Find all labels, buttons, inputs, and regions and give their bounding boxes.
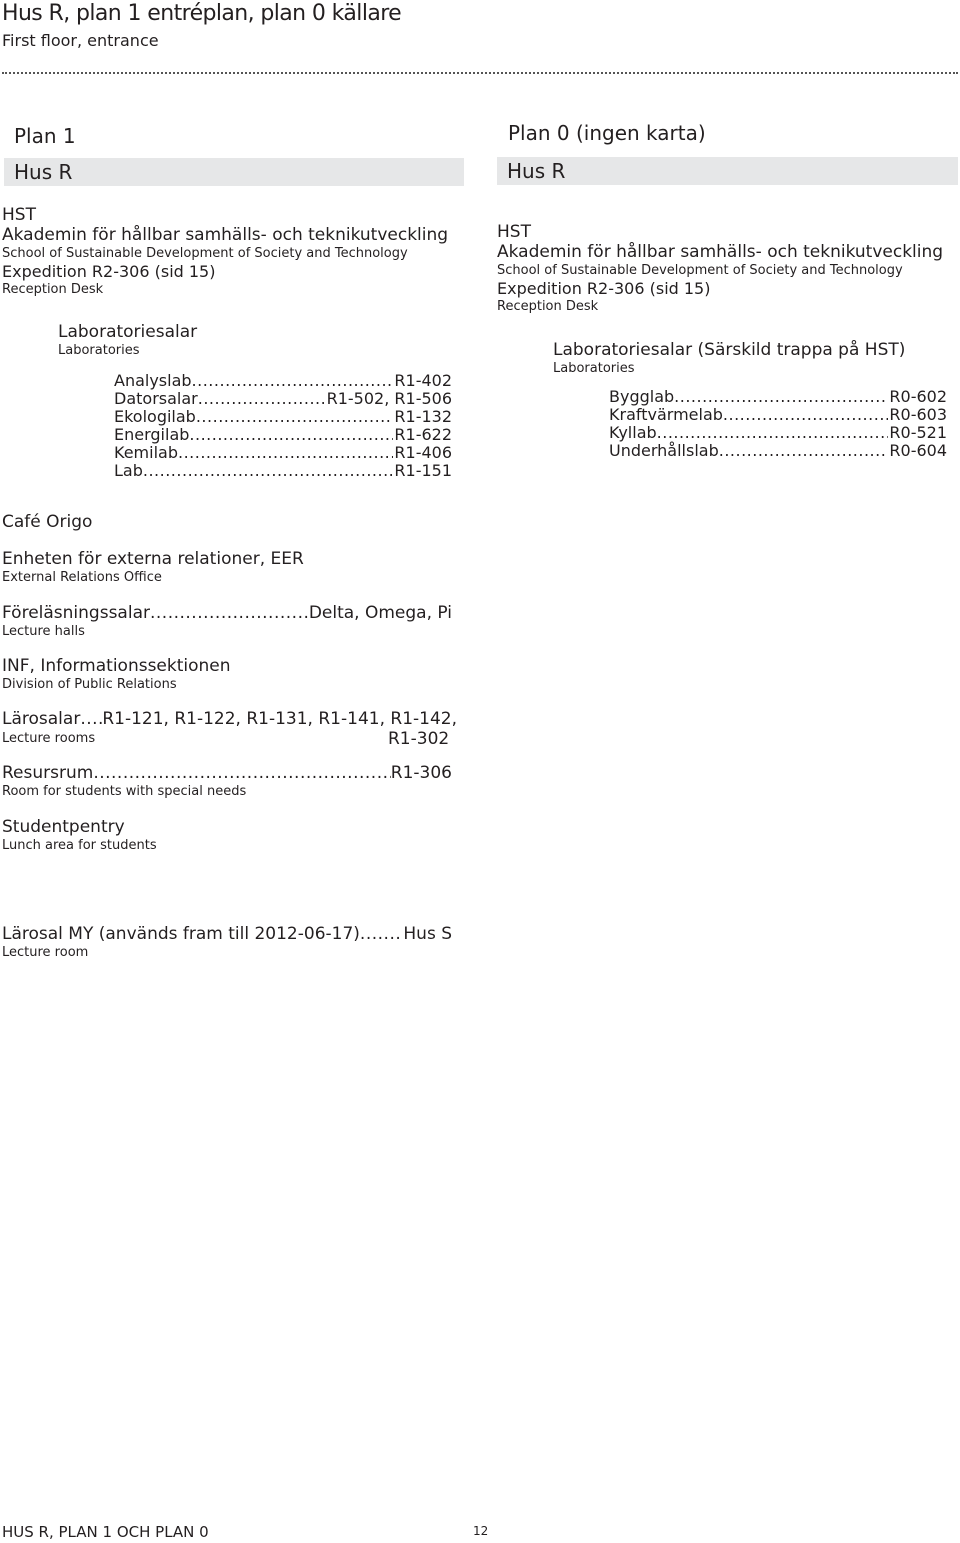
list-item (114, 408, 452, 426)
list-item (609, 424, 947, 442)
larosal-my-location: Hus S (403, 924, 452, 944)
list-item (114, 444, 452, 462)
labs-heading-sv: Laboratoriesalar (Särskild trappa på HST) (553, 340, 906, 360)
lecture-halls-en: Lecture halls (2, 624, 85, 639)
hst-code: HST (2, 205, 36, 225)
hst-reception: Reception Desk (497, 299, 599, 314)
lab-name: Datorsalar (114, 389, 198, 408)
inf-sv: INF, Informationssektionen (2, 656, 231, 676)
page-number: 12 (473, 1524, 489, 1538)
cafe-origo (2, 512, 92, 532)
list-item (114, 390, 452, 408)
studentpentry-entry (2, 817, 157, 855)
lab-room: R0-603 (889, 405, 947, 424)
lab-name: Bygglab (609, 387, 675, 406)
lab-name: Kyllab (609, 423, 657, 442)
lab-room: R1-406 (394, 443, 452, 462)
lecture-rooms-entry (2, 709, 457, 749)
labs-list-left (114, 372, 452, 480)
lab-name: Energilab (114, 425, 190, 444)
lecture-halls-rooms: Delta, Omega, Pi (308, 603, 452, 623)
inf-entry (2, 656, 231, 694)
hst-name-en: School of Sustainable Development of Society and Technology (2, 246, 408, 261)
lecture-halls-sv: Föreläsningssalar (2, 603, 150, 623)
hst-block-right (497, 222, 943, 315)
hst-name-en: School of Sustainable Development of Society and Technology (497, 263, 903, 278)
list-item (114, 372, 452, 390)
lecture-halls-entry (2, 603, 452, 641)
hus-r-label-right: Hus R (507, 159, 566, 183)
hus-r-label-left: Hus R (14, 160, 73, 184)
labs-heading-en: Laboratories (58, 343, 140, 358)
lab-room: R1-151 (394, 461, 452, 480)
hst-expedition: Expedition R2-306 (sid 15) (497, 279, 711, 298)
lab-name: Kraftvärmelab (609, 405, 723, 424)
lab-room: R1-132 (394, 407, 452, 426)
labs-heading-en: Laboratories (553, 361, 635, 376)
inf-en: Division of Public Relations (2, 677, 177, 692)
hus-r-bar-left (4, 158, 464, 186)
labs-heading-sv: Laboratoriesalar (58, 322, 198, 342)
plan-0-heading: Plan 0 (ingen karta) (508, 121, 706, 145)
resursrum-sv: Resursrum (2, 763, 94, 783)
lab-room: R1-402 (394, 371, 452, 390)
lab-name: Analyslab (114, 371, 192, 390)
hst-reception: Reception Desk (2, 282, 104, 297)
cafe-name: Café Origo (2, 512, 93, 532)
eer-en: External Relations Office (2, 570, 162, 585)
lecture-rooms-list-2: R1-302 (388, 729, 450, 749)
lecture-rooms-list: R1-121, R1-122, R1-131, R1-141, R1-142, (102, 709, 457, 729)
footer-label: HUS R, PLAN 1 OCH PLAN 0 (2, 1523, 209, 1541)
dotted-divider (2, 72, 958, 74)
plan-1-heading: Plan 1 (14, 124, 76, 148)
hst-code: HST (497, 222, 531, 242)
lab-name: Underhållslab (609, 441, 719, 460)
resursrum-entry (2, 763, 452, 801)
list-item (114, 426, 452, 444)
lecture-rooms-en: Lecture rooms (2, 731, 96, 746)
resursrum-en: Room for students with special needs (2, 784, 247, 799)
hus-r-bar-right (497, 157, 958, 185)
lab-room: R0-521 (889, 423, 947, 442)
list-item (609, 442, 947, 460)
eer-sv: Enheten för externa relationer, EER (2, 549, 304, 569)
list-item (114, 462, 452, 480)
larosal-my-sv: Lärosal MY (används fram till 2012-06-17) (2, 924, 360, 944)
hst-expedition: Expedition R2-306 (sid 15) (2, 262, 216, 281)
resursrum-room: R1-306 (390, 763, 452, 783)
lab-name: Lab (114, 461, 143, 480)
studentpentry-en: Lunch area for students (2, 838, 157, 853)
list-item (609, 388, 947, 406)
page-subtitle: First floor, entrance (2, 31, 159, 50)
lab-name: Kemilab (114, 443, 178, 462)
lab-room: R0-602 (889, 387, 947, 406)
labs-heading-left (58, 322, 197, 360)
hst-block-left (2, 205, 448, 298)
page-title: Hus R, plan 1 entréplan, plan 0 källare (2, 1, 402, 26)
labs-heading-right (553, 340, 905, 378)
studentpentry-sv: Studentpentry (2, 817, 125, 837)
lab-room: R0-604 (889, 441, 947, 460)
eer-entry (2, 549, 304, 587)
list-item (609, 406, 947, 424)
larosal-my-entry (2, 924, 452, 962)
larosal-my-en: Lecture room (2, 945, 89, 960)
lab-room: R1-622 (394, 425, 452, 444)
hst-name-sv: Akademin för hållbar samhälls- och teknikutveckling (497, 242, 944, 262)
lab-room: R1-502, R1-506 (326, 389, 452, 408)
labs-list-right (609, 388, 947, 460)
lecture-rooms-sv: Lärosalar (2, 709, 81, 729)
hst-name-sv: Akademin för hållbar samhälls- och teknikutveckling (2, 225, 449, 245)
lab-name: Ekologilab (114, 407, 196, 426)
